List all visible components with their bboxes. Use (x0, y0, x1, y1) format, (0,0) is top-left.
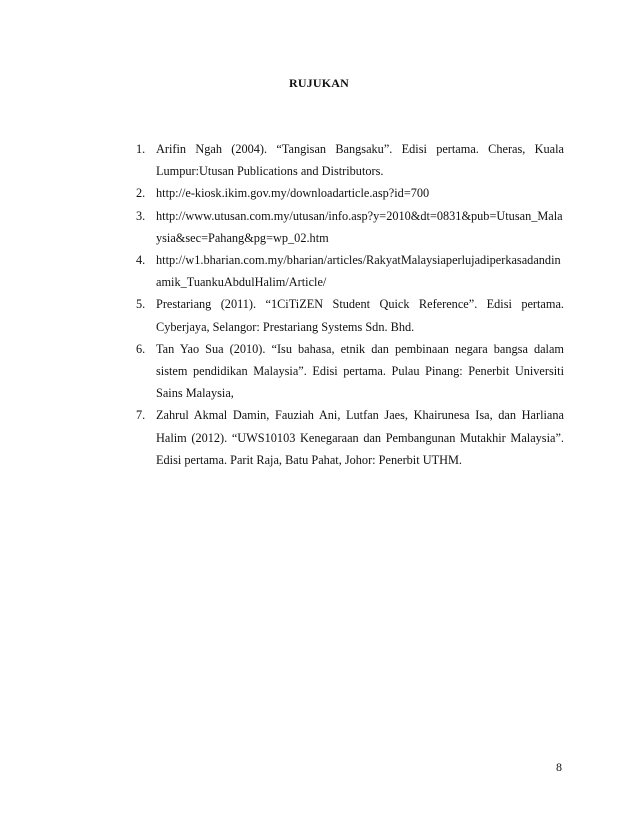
reference-item-1 (136, 138, 564, 182)
reference-number: 7. (136, 408, 146, 423)
reference-number: 5. (136, 297, 146, 312)
reference-list (136, 138, 564, 471)
reference-number: 2. (136, 186, 146, 201)
reference-item-2 (136, 182, 564, 204)
reference-item-6 (136, 338, 564, 405)
page-number: 8 (556, 760, 562, 774)
reference-number: 4. (136, 253, 146, 268)
reference-text: Prestariang (2011). “1CiTiZEN Student Quick Reference”. Edisi pertama. Cyberjaya, Selangor: Prestariang Systems Sdn. Bhd. (156, 297, 564, 334)
reference-url: http://www.utusan.com.my/utusan/info.asp?y=2010&dt=0831&pub=Utusan_Malaysia&sec=Pahang&pg=wp_02.htm (156, 208, 563, 245)
reference-url: http://e-kiosk.ikim.gov.my/downloadarticle.asp?id=700 (156, 186, 430, 201)
reference-number: 3. (136, 208, 146, 223)
reference-number: 1. (136, 142, 146, 156)
reference-item-7 (136, 404, 564, 471)
reference-text: Zahrul Akmal Damin, Fauziah Ani, Lutfan Jaes, Khairunesa Isa, dan Harliana Halim (2012). “UWS10103 Kenegaraan dan Pembangunan Mutakhir Malaysia”. Edisi pertama. Parit Raja, Batu Pahat, Johor: Penerbit UTHM. (156, 408, 564, 467)
reference-text: Arifin Ngah (2004). “Tangisan Bangsaku”. Edisi pertama. Cheras, Kuala Lumpur:Utusan Publications and Distributors. (156, 142, 564, 179)
reference-item-5 (136, 293, 564, 337)
reference-number: 6. (136, 341, 146, 356)
reference-url: http://w1.bharian.com.my/bharian/articles/RakyatMalaysiaperlujadiperkasadandinamik_TuankuAbdulHalim/Article/ (156, 253, 561, 290)
reference-item-3 (136, 205, 564, 249)
page-title: RUJUKAN (288, 76, 350, 90)
reference-item-4 (136, 249, 564, 293)
reference-text: Tan Yao Sua (2010). “Isu bahasa, etnik dan pembinaan negara bangsa dalam sistem pendidikan Malaysia”. Edisi pertama. Pulau Pinang: Penerbit Universiti Sains Malaysia, (156, 341, 564, 401)
